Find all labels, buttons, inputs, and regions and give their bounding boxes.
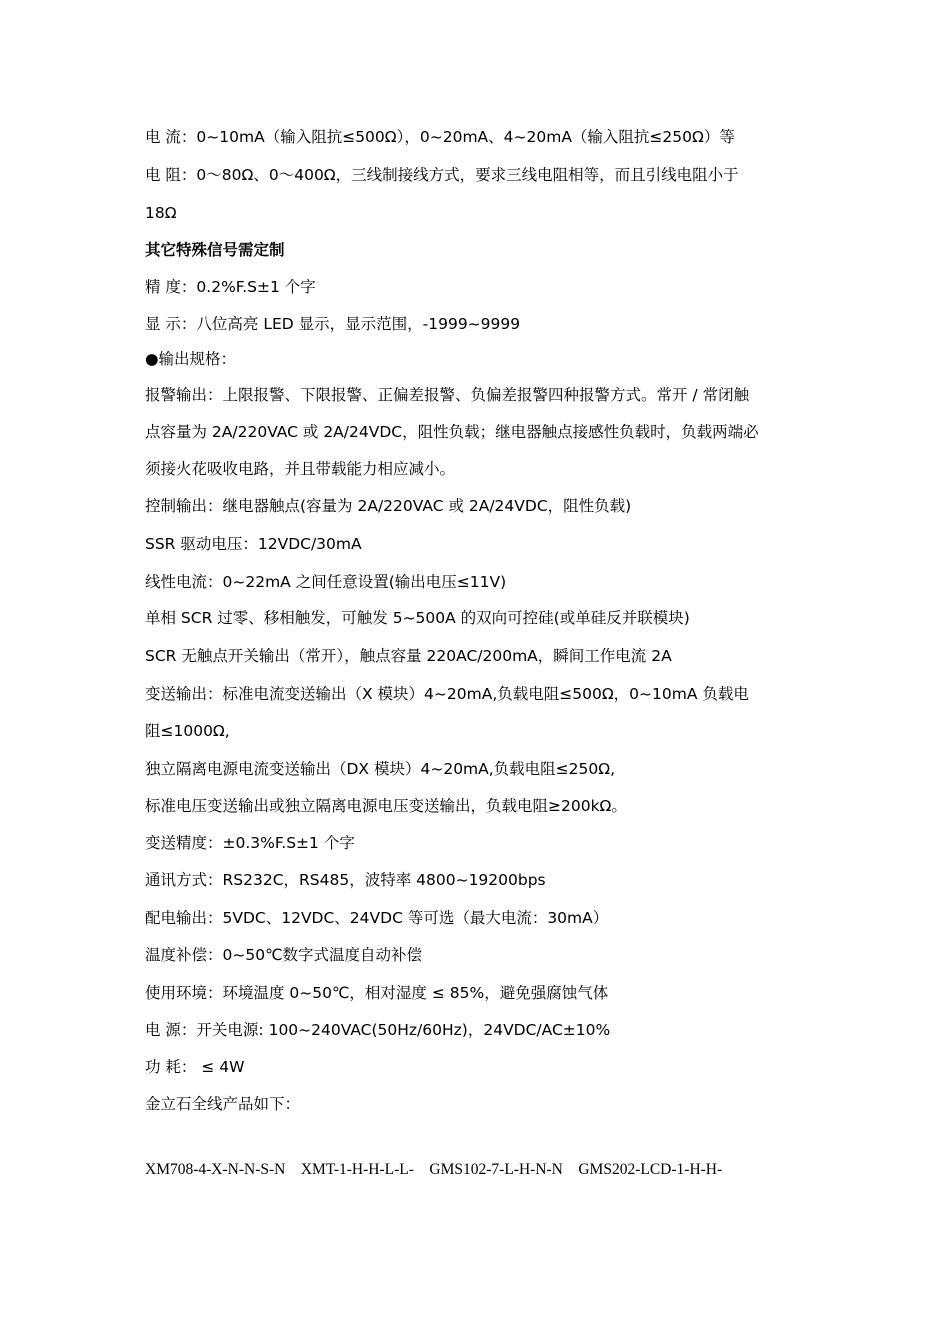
spec-alarm-output: 报警输出：上限报警、下限报警、正偏差报警、负偏差报警四种报警方式。常开 / 常闭触 (145, 386, 750, 404)
spec-alarm-output-cont1: 点容量为 2A/220VAC 或 2A/24VDC，阻性负载；继电器触点接感性负载时，负载两端必 (145, 423, 759, 441)
spec-custom-signal: 其它特殊信号需定制 (145, 241, 285, 259)
spec-power-consumption: 功 耗： ≤ 4W (145, 1058, 245, 1076)
spec-temperature-compensation: 温度补偿：0~50℃数字式温度自动补偿 (145, 946, 422, 964)
product-line-models: XM708-4-X-N-N-S-N XMT-1-H-H-L-L- GMS102-7-L-H-N-N GMS202-LCD-1-H-H- (145, 1161, 723, 1178)
spec-scr-switch: SCR 无触点开关输出（常开），触点容量 220AC/200mA，瞬间工作电流 2A (145, 647, 672, 665)
spec-environment: 使用环境：环境温度 0~50℃，相对湿度 ≤ 85%，避免强腐蚀气体 (145, 984, 609, 1002)
spec-alarm-output-cont2: 须接火花吸收电路，并且带载能力相应减小。 (145, 460, 456, 478)
product-line-heading: 金立石全线产品如下： (145, 1095, 301, 1113)
spec-transmit-accuracy: 变送精度：±0.3%F.S±1 个字 (145, 834, 355, 852)
spec-resistance: 电 阻：0～80Ω、0～400Ω，三线制接线方式，要求三线电阻相等，而且引线电阻小于 (145, 166, 739, 184)
spec-control-output: 控制输出：继电器触点(容量为 2A/220VAC 或 2A/24VDC，阻性负载) (145, 497, 632, 515)
spec-power-supply: 电 源：开关电源: 100~240VAC(50Hz/60Hz)，24VDC/AC±10% (145, 1021, 611, 1039)
spec-display: 显 示：八位高亮 LED 显示，显示范围，-1999~9999 (145, 315, 521, 333)
spec-linear-current: 线性电流：0~22mA 之间任意设置(输出电压≤11V) (145, 573, 507, 591)
spec-ssr-voltage: SSR 驱动电压：12VDC/30mA (145, 535, 362, 553)
spec-isolated-current: 独立隔离电源电流变送输出（DX 模块）4~20mA,负载电阻≤250Ω, (145, 760, 616, 778)
spec-voltage-transmit: 标准电压变送输出或独立隔离电源电压变送输出，负载电阻≥200kΩ。 (145, 797, 627, 815)
spec-resistance-cont: 18Ω (145, 204, 177, 222)
spec-scr-trigger: 单相 SCR 过零、移相触发，可触发 5~500A 的双向可控硅(或单硅反并联模块) (145, 609, 690, 627)
section-output-heading: ●输出规格： (145, 350, 237, 368)
spec-transmit-output-cont: 阻≤1000Ω, (145, 722, 230, 740)
spec-accuracy: 精 度：0.2%F.S±1 个字 (145, 278, 316, 296)
spec-communication: 通讯方式：RS232C，RS485，波特率 4800~19200bps (145, 871, 546, 889)
spec-transmit-output: 变送输出：标准电流变送输出（X 模块）4~20mA,负载电阻≤500Ω，0~10mA 负载电 (145, 685, 749, 703)
spec-current: 电 流：0~10mA（输入阻抗≤500Ω），0~20mA、4~20mA（输入阻抗≤250Ω）等 (145, 128, 735, 146)
spec-power-distribution: 配电输出：5VDC、12VDC、24VDC 等可选（最大电流：30mA） (145, 909, 609, 927)
